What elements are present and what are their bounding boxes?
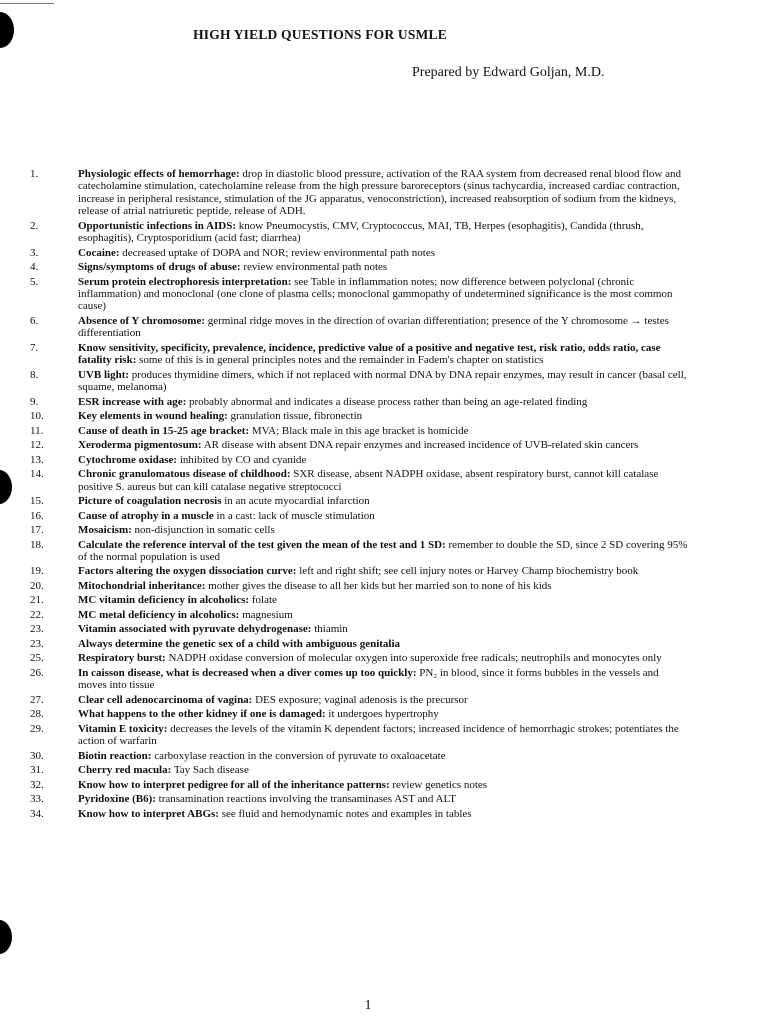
list-item: [30, 609, 690, 621]
item-number: 18.: [30, 538, 44, 551]
item-text: DES exposure; vaginal adenosis is the precursor: [255, 693, 468, 706]
scan-artifact-line: [0, 3, 54, 4]
item-body: [78, 510, 690, 522]
item-term: Xeroderma pigmentosum:: [78, 439, 202, 452]
item-body: [78, 439, 690, 451]
item-number: 7.: [30, 341, 39, 354]
item-body: [78, 723, 690, 748]
item-number: 31.: [30, 764, 44, 777]
document-author: Prepared by Edward Goljan, M.D.: [412, 65, 605, 80]
item-body: [78, 495, 690, 507]
item-body: [78, 793, 690, 805]
item-number: 2.: [30, 219, 39, 232]
item-body: [78, 623, 690, 635]
item-number: 16.: [30, 509, 44, 522]
item-term: Opportunistic infections in AIDS:: [78, 219, 236, 232]
item-number: 1.: [30, 168, 39, 180]
item-body: [78, 667, 690, 692]
item-number: 13.: [30, 453, 44, 466]
item-text: MVA; Black male in this age bracket is homicide: [251, 424, 469, 437]
item-number: 27.: [30, 693, 44, 706]
item-term: Know how to interpret ABGs:: [78, 807, 219, 820]
item-term: MC metal deficiency in alcoholics:: [78, 608, 240, 621]
list-item: [30, 764, 690, 776]
item-number: 10.: [30, 410, 44, 423]
item-term: Always determine the genetic sex of a child with ambiguous genitalia: [78, 637, 401, 650]
item-text: see Table in inflammation notes; now difference between polyclonal (chronic inflammation) and monoclonal (one clone of plasma cells; monoclonal gammopathy of undetermined significance is the most common cause): [78, 275, 673, 313]
item-body: [78, 247, 690, 259]
item-term: Physiologic effects of hemorrhage:: [78, 168, 240, 180]
item-number: 6.: [30, 314, 39, 327]
list-item: [30, 510, 690, 522]
item-number: 25.: [30, 652, 44, 665]
item-text: know Pneumocystis, CMV, Cryptococcus, MAI, TB, Herpes (esophagitis), Candida (thrush, esophagitis), Cryptosporidium (acid fast; diarrhea): [78, 219, 644, 245]
item-term: Calculate the reference interval of the test given the mean of the test and 1 SD:: [78, 538, 446, 551]
item-body: [78, 396, 690, 408]
item-body: [78, 565, 690, 577]
item-number: 19.: [30, 565, 44, 578]
item-term: Cause of atrophy in a muscle: [78, 509, 214, 522]
list-item: [30, 315, 690, 340]
item-body: [78, 454, 690, 466]
list-item: [30, 261, 690, 273]
item-term: Cause of death in 15-25 age bracket:: [78, 424, 250, 437]
item-number: 21.: [30, 594, 44, 607]
list-item: [30, 594, 690, 606]
item-term: Picture of coagulation necrosis: [78, 495, 222, 508]
item-number: 5.: [30, 275, 39, 288]
item-number: 8.: [30, 368, 39, 381]
list-item: [30, 468, 690, 493]
item-text: SXR disease, absent NADPH oxidase, absent respiratory burst, cannot kill catalase positive S. aureus but can kill catalase negative streptococci: [78, 468, 659, 493]
item-term: Mosaicism:: [78, 524, 132, 537]
list-item: [30, 276, 690, 313]
list-item: [30, 708, 690, 720]
item-term: Factors altering the oxygen dissociation curve:: [78, 565, 297, 578]
item-text: some of this is in general principles notes and the remainder in Fadem's chapter on statistics: [139, 354, 544, 367]
item-term: Clear cell adenocarcinoma of vagina:: [78, 693, 253, 706]
list-item: [30, 667, 690, 692]
item-body: [78, 425, 690, 437]
list-item: [30, 454, 690, 466]
item-number: 9.: [30, 395, 39, 408]
list-item: [30, 750, 690, 762]
item-text: thiamin: [314, 623, 348, 636]
item-number: 17.: [30, 524, 44, 537]
item-term: Serum protein electrophoresis interpretation:: [78, 275, 292, 288]
list-item: [30, 220, 690, 245]
item-body: [78, 315, 690, 340]
item-body: [78, 342, 690, 367]
item-text: produces thymidine dimers, which if not replaced with normal DNA by DNA repair enzymes, may result in cancer (basal cell, squame, melanoma): [78, 368, 687, 394]
item-number: 3.: [30, 246, 39, 259]
item-term: Vitamin E toxicity:: [78, 722, 168, 735]
item-body: [78, 609, 690, 621]
item-text: review environmental path notes: [243, 261, 388, 274]
item-text: it undergoes hypertrophy: [328, 708, 439, 721]
item-text: germinal ridge moves in the direction of ovarian differentiation; presence of the Y chromosome → testes differentiation: [78, 314, 669, 340]
list-item: [30, 425, 690, 437]
question-list: [30, 168, 690, 822]
item-text: probably abnormal and indicates a disease process rather than being an age-related finding: [189, 395, 588, 408]
item-term: Mitochondrial inheritance:: [78, 579, 206, 592]
item-term: Signs/symptoms of drugs of abuse:: [78, 261, 241, 274]
list-item: [30, 439, 690, 451]
item-number: 23.: [30, 637, 44, 650]
item-body: [78, 779, 690, 791]
item-number: 34.: [30, 807, 44, 820]
item-text: granulation tissue, fibronectin: [230, 410, 363, 423]
item-number: 26.: [30, 666, 44, 679]
item-body: [78, 808, 690, 820]
list-item: [30, 342, 690, 367]
item-body: [78, 694, 690, 706]
item-body: [78, 750, 690, 762]
item-number: 32.: [30, 778, 44, 791]
item-body: [78, 638, 690, 650]
item-text: decreases the levels of the vitamin K dependent factors; increased incidence of hemorrhagic strokes; potentiates the action of warfarin: [78, 722, 679, 748]
item-term: Respiratory burst:: [78, 652, 166, 665]
list-item: [30, 247, 690, 259]
item-term: MC vitamin deficiency in alcoholics:: [78, 594, 250, 607]
item-text: inhibited by CO and cyanide: [179, 453, 307, 466]
item-body: [78, 708, 690, 720]
item-body: [78, 261, 690, 273]
item-text: PN₂ in blood, since it forms bubbles in the vessels and moves into tissue: [78, 666, 659, 692]
item-text: Tay Sach disease: [173, 764, 249, 777]
item-term: Cherry red macula:: [78, 764, 172, 777]
list-item: [30, 539, 690, 564]
list-item: [30, 793, 690, 805]
item-term: Cocaine:: [78, 246, 120, 259]
item-term: Vitamin associated with pyruvate dehydrogenase:: [78, 623, 312, 636]
item-number: 23.: [30, 623, 44, 636]
item-term: Chronic granulomatous disease of childhood:: [78, 468, 291, 481]
list-item: [30, 779, 690, 791]
page-number: 1: [364, 998, 372, 1013]
item-body: [78, 220, 690, 245]
item-text: review genetics notes: [392, 778, 488, 791]
item-body: [78, 369, 690, 394]
item-body: [78, 276, 690, 313]
item-text: decreased uptake of DOPA and NOR; review environmental path notes: [122, 246, 436, 259]
item-text: AR disease with absent DNA repair enzymes and increased incidence of UVB-related skin cancers: [203, 439, 639, 452]
item-text: in an acute myocardial infarction: [224, 495, 370, 508]
item-body: [78, 652, 690, 664]
item-body: [78, 580, 690, 592]
item-number: 22.: [30, 608, 44, 621]
item-term: What happens to the other kidney if one is damaged:: [78, 708, 326, 721]
binder-hole-mark: [0, 470, 12, 504]
item-number: 12.: [30, 439, 44, 452]
item-number: 28.: [30, 708, 44, 721]
binder-hole-mark: [0, 920, 12, 954]
item-term: Know sensitivity, specificity, prevalence, incidence, predictive value of a positive and negative test, risk ratio, odds ratio, case fatality risk:: [78, 341, 661, 367]
item-text: remember to double the SD, since 2 SD covering 95% of the normal population is used: [78, 538, 688, 563]
item-text: non-disjunction in somatic cells: [134, 524, 275, 537]
item-number: 20.: [30, 579, 44, 592]
item-number: 29.: [30, 722, 44, 735]
item-text: see fluid and hemodynamic notes and examples in tables: [221, 807, 472, 820]
item-term: Key elements in wound healing:: [78, 410, 228, 423]
list-item: [30, 495, 690, 507]
item-number: 15.: [30, 495, 44, 508]
list-item: [30, 808, 690, 820]
item-text: NADPH oxidase conversion of molecular oxygen into superoxide free radicals; neutrophils and monocytes only: [168, 652, 662, 665]
item-body: [78, 764, 690, 776]
item-body: [78, 168, 690, 218]
item-text: mother gives the disease to all her kids but her married son to none of his kids: [208, 579, 552, 592]
item-body: [78, 594, 690, 606]
item-text: left and right shift; see cell injury notes or Harvey Champ biochemistry book: [299, 565, 639, 578]
list-item: [30, 369, 690, 394]
item-body: [78, 468, 690, 493]
list-item: [30, 410, 690, 422]
item-body: [78, 539, 690, 564]
list-item: [30, 580, 690, 592]
item-term: Biotin reaction:: [78, 749, 152, 762]
list-item: [30, 638, 690, 650]
list-item: [30, 623, 690, 635]
item-term: In caisson disease, what is decreased when a diver comes up too quickly:: [78, 666, 417, 679]
list-item: [30, 168, 690, 218]
item-term: Cytochrome oxidase:: [78, 453, 178, 466]
list-item: [30, 524, 690, 536]
item-text: transamination reactions involving the transaminases AST and ALT: [158, 793, 456, 806]
item-number: 4.: [30, 261, 39, 274]
document-title: HIGH YIELD QUESTIONS FOR USMLE: [193, 27, 447, 42]
item-term: Know how to interpret pedigree for all of the inheritance patterns:: [78, 778, 390, 791]
list-item: [30, 652, 690, 664]
item-text: folate: [251, 594, 277, 607]
list-item: [30, 723, 690, 748]
item-body: [78, 524, 690, 536]
list-item: [30, 565, 690, 577]
list-item: [30, 396, 690, 408]
item-text: carboxylase reaction in the conversion of pyruvate to oxaloacetate: [154, 749, 446, 762]
item-number: 33.: [30, 793, 44, 806]
item-body: [78, 410, 690, 422]
item-term: Absence of Y chromosome:: [78, 314, 205, 327]
item-number: 14.: [30, 468, 44, 481]
list-item: [30, 694, 690, 706]
item-text: drop in diastolic blood pressure, activation of the RAA system from decreased renal blood flow and catecholamine stimulation, catecholamine release from the high pressure baroreceptors (sinus tachycardia, increased cardiac contraction, increase in peripheral resistance, stimulation of the JG apparatus, venoconstriction), increased reabsorption of sodium from the kidneys, release of atrial natriuretic peptide, release of ADH.: [78, 168, 682, 218]
item-term: ESR increase with age:: [78, 395, 187, 408]
item-text: in a cast: lack of muscle stimulation: [216, 509, 375, 522]
item-term: UVB light:: [78, 368, 130, 381]
item-number: 11.: [30, 424, 44, 437]
item-number: 30.: [30, 749, 44, 762]
item-text: magnesium: [242, 608, 293, 621]
item-term: Pyridoxine (B6):: [78, 793, 156, 806]
